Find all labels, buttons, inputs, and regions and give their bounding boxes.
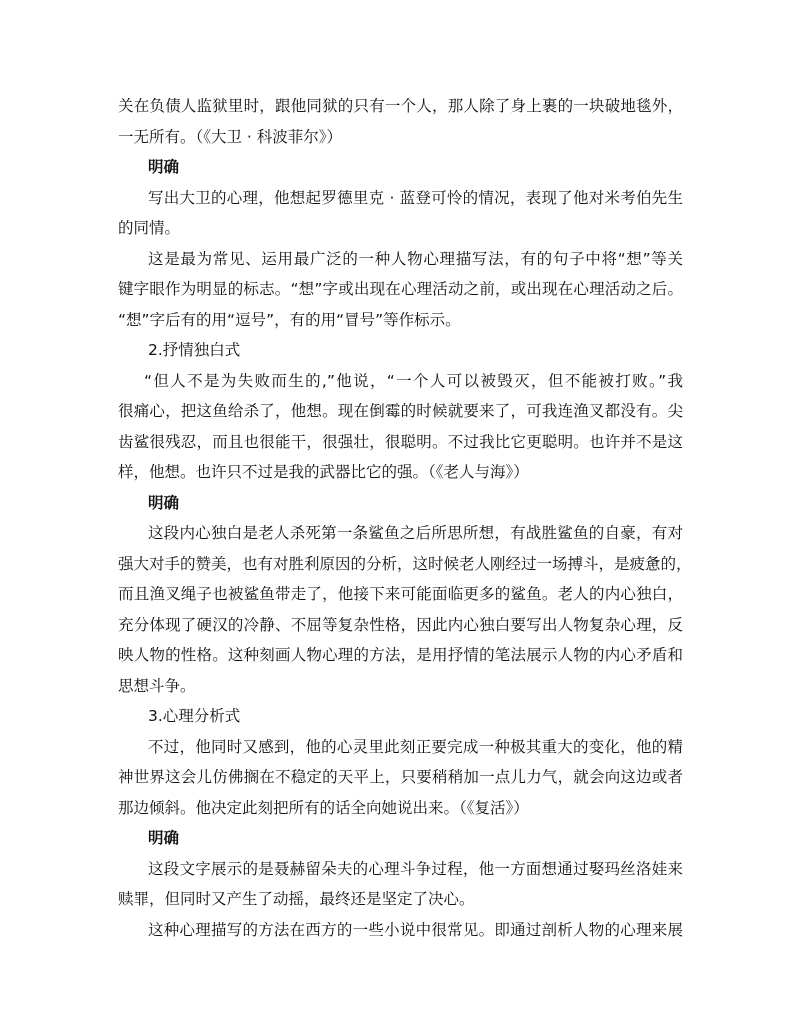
section-label-mingque: 明确 [148, 493, 180, 512]
document-page [118, 91, 692, 945]
text-line: 这是最为常见、运用最广泛的一种人物心理描写法，有的句子中将“想”等关 [148, 249, 683, 268]
section-label-mingque: 明确 [148, 158, 180, 176]
text-line: 关在负债人监狱里时，跟他同狱的只有一个人，那人除了身上裹的一块破地毯外， [118, 97, 683, 115]
text-line: “但人不是为失败而生的,”他说，“一个人可以被毁灭，但不能被打败。”我 [144, 371, 683, 390]
section-heading-2: 2.抒情独白式 [148, 341, 241, 359]
text-line: 样，他想。也许只不过是我的武器比它的强。（《老人与海》） [118, 463, 529, 481]
text-line: 那边倾斜。他决定此刻把所有的话全向她说出来。（《复活》） [118, 798, 529, 817]
text-line: 赎罪，但同时又产生了动摇，最终还是坚定了决心。 [118, 890, 475, 908]
text-line: 这段内心独白是老人杀死第一条鲨鱼之后所思所想，有战胜鲨鱼的自豪，有对 [148, 524, 683, 542]
text-line: 思想斗争。 [118, 676, 196, 695]
text-line: 这段文字展示的是聂赫留朵夫的心理斗争过程，他一方面想通过娶玛丝洛娃来 [148, 859, 683, 878]
text-line: 写出大卫的心理，他想起罗德里克 · 蓝登可怜的情况，表现了他对米考伯先生 [148, 188, 683, 207]
text-line: 充分体现了硬汉的冷静、不屈等复杂性格，因此内心独白要写出人物复杂心理，反 [118, 615, 683, 634]
text-line: 的同情。 [118, 219, 181, 237]
text-line: 神世界这会儿仿佛搁在不稳定的天平上，只要稍稍加一点儿力气，就会向这边或者 [118, 768, 683, 786]
text-line: 齿鲨很残忍，而且也很能干，很强壮，很聪明。不过我比它更聪明。也许并不是这 [118, 432, 683, 451]
section-label-mingque: 明确 [148, 829, 180, 847]
section-heading-3: 3.心理分析式 [148, 707, 241, 725]
text-line: 强大对手的赞美，也有对胜利原因的分析，这时候老人刚经过一场搏斗，是疲惫的， [118, 554, 692, 573]
text-line: 不过，他同时又感到，他的心灵里此刻正要完成一种极其重大的变化，他的精 [148, 737, 683, 756]
text-line: 一无所有。（《大卫 · 科波菲尔》） [118, 127, 343, 146]
text-line: “想”字后有的用“逗号”，有的用“冒号”等作标示。 [118, 310, 461, 329]
text-line: 映人物的性格。这种刻画人物心理的方法，是用抒情的笔法展示人物的内心矛盾和 [118, 646, 683, 664]
text-line: 键字眼作为明显的标志。“想”字或出现在心理活动之前，或出现在心理活动之后。 [118, 280, 683, 298]
text-line: 这种心理描写的方法在西方的一些小说中很常见。即通过剖析人物的心理来展 [148, 920, 683, 939]
text-line: 很痛心，把这鱼给杀了，他想。现在倒霉的时候就要来了，可我连渔叉都没有。尖 [118, 402, 683, 420]
text-line: 而且渔叉绳子也被鲨鱼带走了，他接下来可能面临更多的鲨鱼。老人的内心独白， [118, 585, 683, 603]
